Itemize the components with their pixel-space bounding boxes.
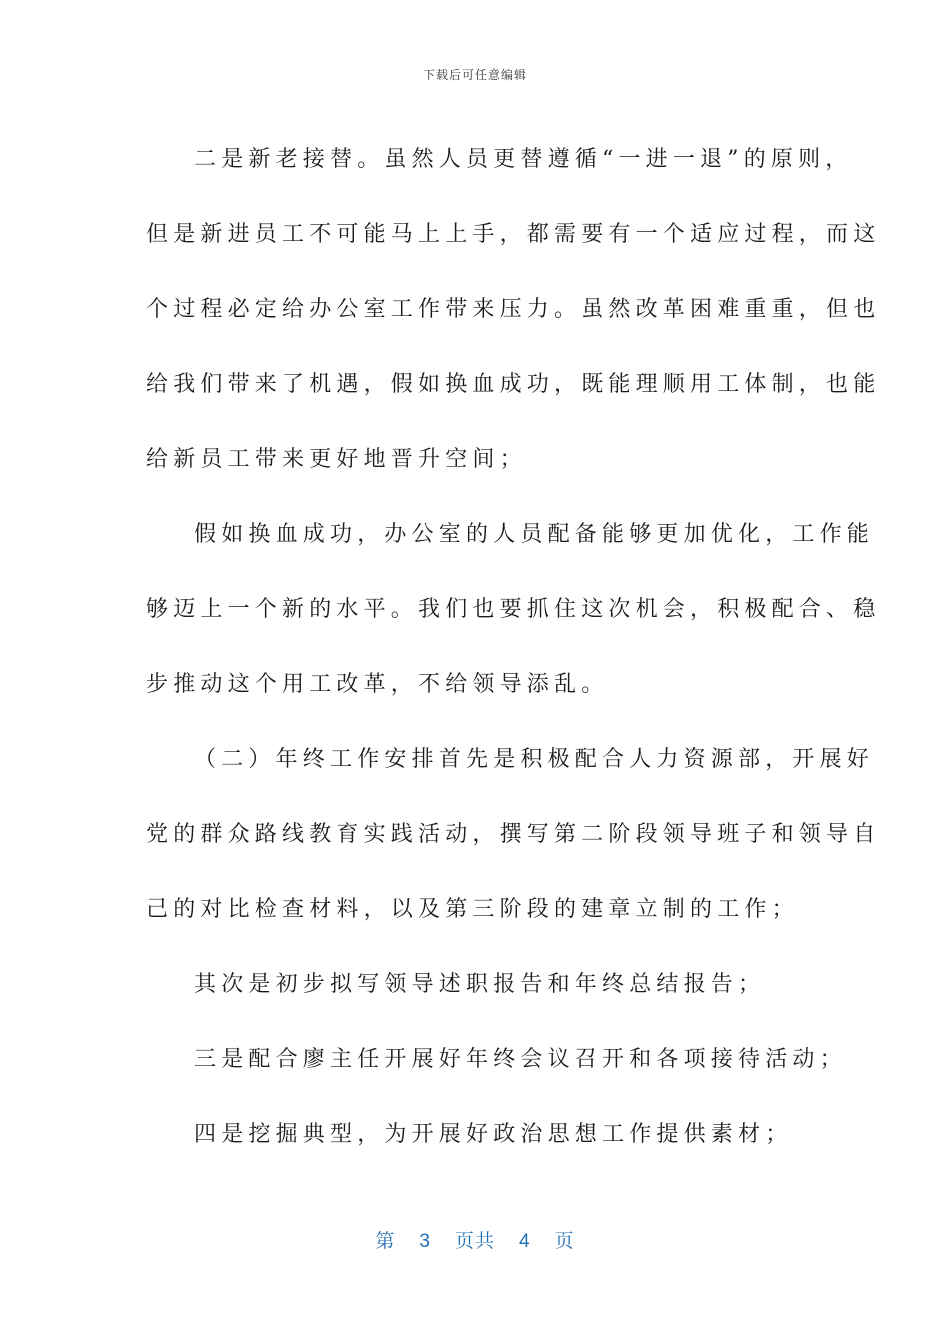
paragraph-3 <box>146 722 881 947</box>
paragraph-line: 党的群众路线教育实践活动，撰写第二阶段领导班子和领导自 <box>146 822 881 847</box>
paragraph-line: 但是新进员工不可能马上上手，都需要有一个适应过程，而这 <box>146 222 881 247</box>
paragraph-line: 二是新老接替。虽然人员更替遵循“一进一退”的原则， <box>194 147 853 172</box>
footer-middle: 页共 <box>454 1231 495 1252</box>
paragraph-line: 个过程必定给办公室工作带来压力。虽然改革困难重重，但也 <box>146 297 881 322</box>
paragraph-1 <box>146 122 881 497</box>
paragraph-2 <box>146 497 881 722</box>
paragraph-4 <box>146 947 794 1022</box>
paragraph-line: 假如换血成功，办公室的人员配备能够更加优化，工作能 <box>194 522 875 547</box>
paragraph-line: 给我们带来了机遇，假如换血成功，既能理顺用工体制，也能 <box>146 372 881 397</box>
footer-suffix: 页 <box>554 1231 575 1252</box>
paragraph-line: 四是挖掘典型，为开展好政治思想工作提供素材； <box>194 1122 793 1147</box>
page-footer <box>0 1226 950 1253</box>
paragraph-line: 够迈上一个新的水平。我们也要抓住这次机会，积极配合、稳 <box>146 597 881 622</box>
paragraph-line: 己的对比检查材料，以及第三阶段的建章立制的工作； <box>146 897 799 922</box>
paragraph-line: 三是配合廖主任开展好年终会议召开和各项接待活动； <box>194 1047 847 1072</box>
current-page-number: 3 <box>419 1231 431 1252</box>
paragraph-line: 给新员工带来更好地晋升空间； <box>146 447 527 472</box>
page-header: 下载后可任意编辑 <box>422 68 527 82</box>
footer-prefix: 第 <box>375 1231 396 1252</box>
paragraph-line: 其次是初步拟写领导述职报告和年终总结报告； <box>194 972 766 997</box>
document-body <box>146 122 881 1172</box>
paragraph-line: （二）年终工作安排首先是积极配合人力资源部，开展好 <box>194 747 875 772</box>
paragraph-line: 步推动这个用工改革，不给领导添乱。 <box>146 672 609 697</box>
paragraph-6 <box>146 1097 794 1172</box>
paragraph-5 <box>146 1022 847 1097</box>
total-pages-number: 4 <box>519 1231 531 1252</box>
